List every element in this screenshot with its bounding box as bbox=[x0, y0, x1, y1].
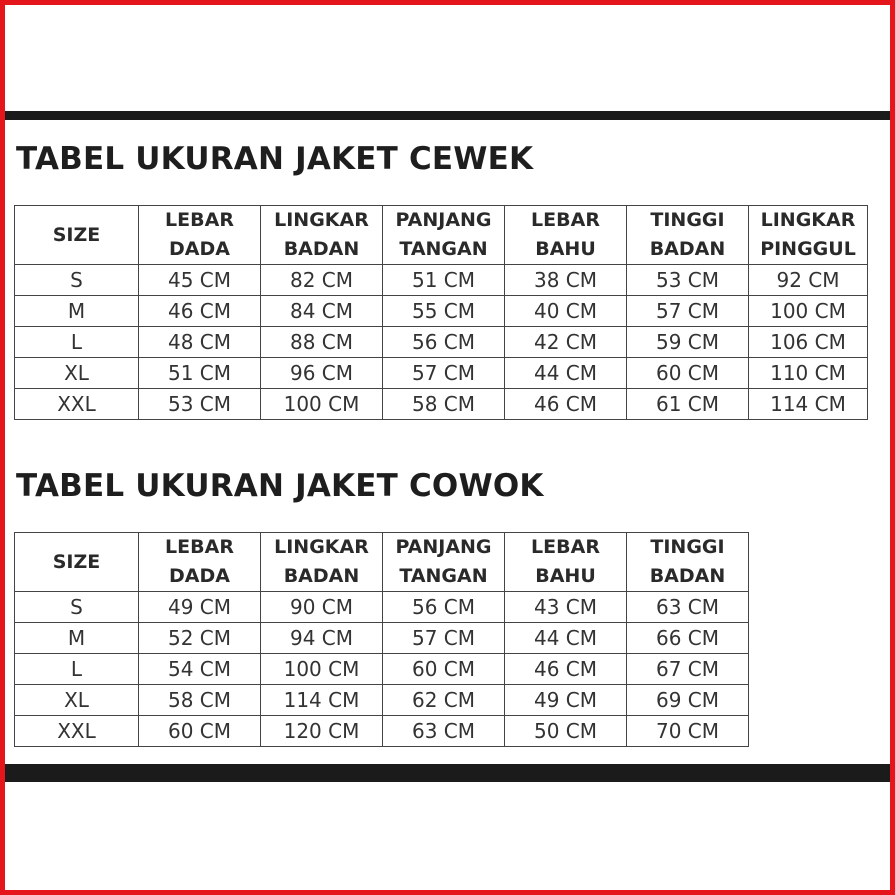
measurement-cell: 48 CM bbox=[139, 327, 261, 358]
measurement-cell: 43 CM bbox=[505, 592, 627, 623]
measurement-cell: 54 CM bbox=[139, 654, 261, 685]
column-header-line: BAHU bbox=[535, 565, 596, 587]
size-label-cell: M bbox=[15, 623, 139, 654]
column-header-line: PINGGUL bbox=[760, 238, 856, 260]
column-header-line: LEBAR bbox=[165, 209, 234, 231]
measurement-cell: 100 CM bbox=[261, 389, 383, 420]
column-header-line: LINGKAR bbox=[760, 209, 856, 231]
measurement-cell: 88 CM bbox=[261, 327, 383, 358]
table-row bbox=[15, 654, 749, 685]
cewek-size-table bbox=[14, 205, 868, 420]
size-label-cell: XL bbox=[15, 685, 139, 716]
measurement-cell: 96 CM bbox=[261, 358, 383, 389]
column-header-line: LINGKAR bbox=[274, 209, 369, 231]
column-header bbox=[261, 206, 383, 265]
column-header bbox=[505, 533, 627, 592]
measurement-cell: 55 CM bbox=[383, 296, 505, 327]
measurement-cell: 63 CM bbox=[383, 716, 505, 747]
column-header-line: BADAN bbox=[283, 565, 360, 587]
column-header-line: TANGAN bbox=[399, 565, 488, 587]
column-header-line: BADAN bbox=[283, 238, 360, 260]
measurement-cell: 57 CM bbox=[383, 358, 505, 389]
cowok-table-title: TABEL UKURAN JAKET COWOK bbox=[16, 468, 544, 504]
column-header bbox=[139, 533, 261, 592]
measurement-cell: 82 CM bbox=[261, 265, 383, 296]
column-header bbox=[139, 206, 261, 265]
measurement-cell: 114 CM bbox=[261, 685, 383, 716]
measurement-cell: 57 CM bbox=[627, 296, 749, 327]
column-header-line: DADA bbox=[169, 238, 230, 260]
bottom-divider-band bbox=[5, 764, 890, 782]
measurement-cell: 56 CM bbox=[383, 592, 505, 623]
measurement-cell: 67 CM bbox=[627, 654, 749, 685]
measurement-cell: 90 CM bbox=[261, 592, 383, 623]
size-label-cell: S bbox=[15, 592, 139, 623]
measurement-cell: 51 CM bbox=[383, 265, 505, 296]
size-label-cell: L bbox=[15, 327, 139, 358]
cowok-size-table bbox=[14, 532, 749, 747]
measurement-cell: 100 CM bbox=[261, 654, 383, 685]
top-divider-band bbox=[5, 111, 890, 120]
column-header bbox=[749, 206, 868, 265]
column-header-line: LEBAR bbox=[531, 536, 600, 558]
measurement-cell: 53 CM bbox=[139, 389, 261, 420]
measurement-cell: 50 CM bbox=[505, 716, 627, 747]
measurement-cell: 58 CM bbox=[383, 389, 505, 420]
measurement-cell: 46 CM bbox=[139, 296, 261, 327]
measurement-cell: 49 CM bbox=[505, 685, 627, 716]
measurement-cell: 60 CM bbox=[139, 716, 261, 747]
column-header-line: LEBAR bbox=[531, 209, 600, 231]
measurement-cell: 53 CM bbox=[627, 265, 749, 296]
column-header bbox=[383, 206, 505, 265]
table-row bbox=[15, 265, 868, 296]
column-header bbox=[383, 533, 505, 592]
column-header-line: LINGKAR bbox=[274, 536, 369, 558]
size-column-header: SIZE bbox=[15, 206, 139, 265]
column-header-line: PANJANG bbox=[395, 209, 492, 231]
cewek-table-title: TABEL UKURAN JAKET CEWEK bbox=[16, 141, 534, 177]
measurement-cell: 94 CM bbox=[261, 623, 383, 654]
measurement-cell: 57 CM bbox=[383, 623, 505, 654]
measurement-cell: 61 CM bbox=[627, 389, 749, 420]
measurement-cell: 60 CM bbox=[627, 358, 749, 389]
measurement-cell: 44 CM bbox=[505, 358, 627, 389]
column-header-line: TINGGI bbox=[650, 209, 725, 231]
measurement-cell: 106 CM bbox=[749, 327, 868, 358]
column-header bbox=[627, 533, 749, 592]
size-label-cell: L bbox=[15, 654, 139, 685]
table-row bbox=[15, 716, 749, 747]
column-header-line: TANGAN bbox=[399, 238, 488, 260]
table-row bbox=[15, 685, 749, 716]
measurement-cell: 70 CM bbox=[627, 716, 749, 747]
column-header-line: TINGGI bbox=[650, 536, 725, 558]
size-label-cell: XL bbox=[15, 358, 139, 389]
measurement-cell: 60 CM bbox=[383, 654, 505, 685]
measurement-cell: 63 CM bbox=[627, 592, 749, 623]
size-column-header: SIZE bbox=[15, 533, 139, 592]
measurement-cell: 56 CM bbox=[383, 327, 505, 358]
measurement-cell: 49 CM bbox=[139, 592, 261, 623]
measurement-cell: 42 CM bbox=[505, 327, 627, 358]
column-header-line: PANJANG bbox=[395, 536, 492, 558]
measurement-cell: 44 CM bbox=[505, 623, 627, 654]
measurement-cell: 100 CM bbox=[749, 296, 868, 327]
table-row bbox=[15, 296, 868, 327]
column-header-line: BAHU bbox=[535, 238, 596, 260]
table-row bbox=[15, 592, 749, 623]
measurement-cell: 59 CM bbox=[627, 327, 749, 358]
measurement-cell: 46 CM bbox=[505, 389, 627, 420]
measurement-cell: 62 CM bbox=[383, 685, 505, 716]
measurement-cell: 38 CM bbox=[505, 265, 627, 296]
measurement-cell: 92 CM bbox=[749, 265, 868, 296]
measurement-cell: 52 CM bbox=[139, 623, 261, 654]
column-header bbox=[261, 533, 383, 592]
column-header-line: LEBAR bbox=[165, 536, 234, 558]
column-header-line: BADAN bbox=[649, 565, 726, 587]
measurement-cell: 69 CM bbox=[627, 685, 749, 716]
table-header-row bbox=[15, 206, 868, 265]
size-label-cell: XXL bbox=[15, 389, 139, 420]
column-header bbox=[627, 206, 749, 265]
measurement-cell: 46 CM bbox=[505, 654, 627, 685]
measurement-cell: 66 CM bbox=[627, 623, 749, 654]
measurement-cell: 110 CM bbox=[749, 358, 868, 389]
measurement-cell: 40 CM bbox=[505, 296, 627, 327]
measurement-cell: 45 CM bbox=[139, 265, 261, 296]
column-header bbox=[505, 206, 627, 265]
table-row bbox=[15, 389, 868, 420]
size-label-cell: XXL bbox=[15, 716, 139, 747]
measurement-cell: 51 CM bbox=[139, 358, 261, 389]
size-label-cell: M bbox=[15, 296, 139, 327]
table-row bbox=[15, 623, 749, 654]
column-header-line: BADAN bbox=[649, 238, 726, 260]
table-row bbox=[15, 327, 868, 358]
table-row bbox=[15, 358, 868, 389]
size-label-cell: S bbox=[15, 265, 139, 296]
measurement-cell: 120 CM bbox=[261, 716, 383, 747]
measurement-cell: 58 CM bbox=[139, 685, 261, 716]
table-header-row bbox=[15, 533, 749, 592]
measurement-cell: 84 CM bbox=[261, 296, 383, 327]
column-header-line: DADA bbox=[169, 565, 230, 587]
measurement-cell: 114 CM bbox=[749, 389, 868, 420]
